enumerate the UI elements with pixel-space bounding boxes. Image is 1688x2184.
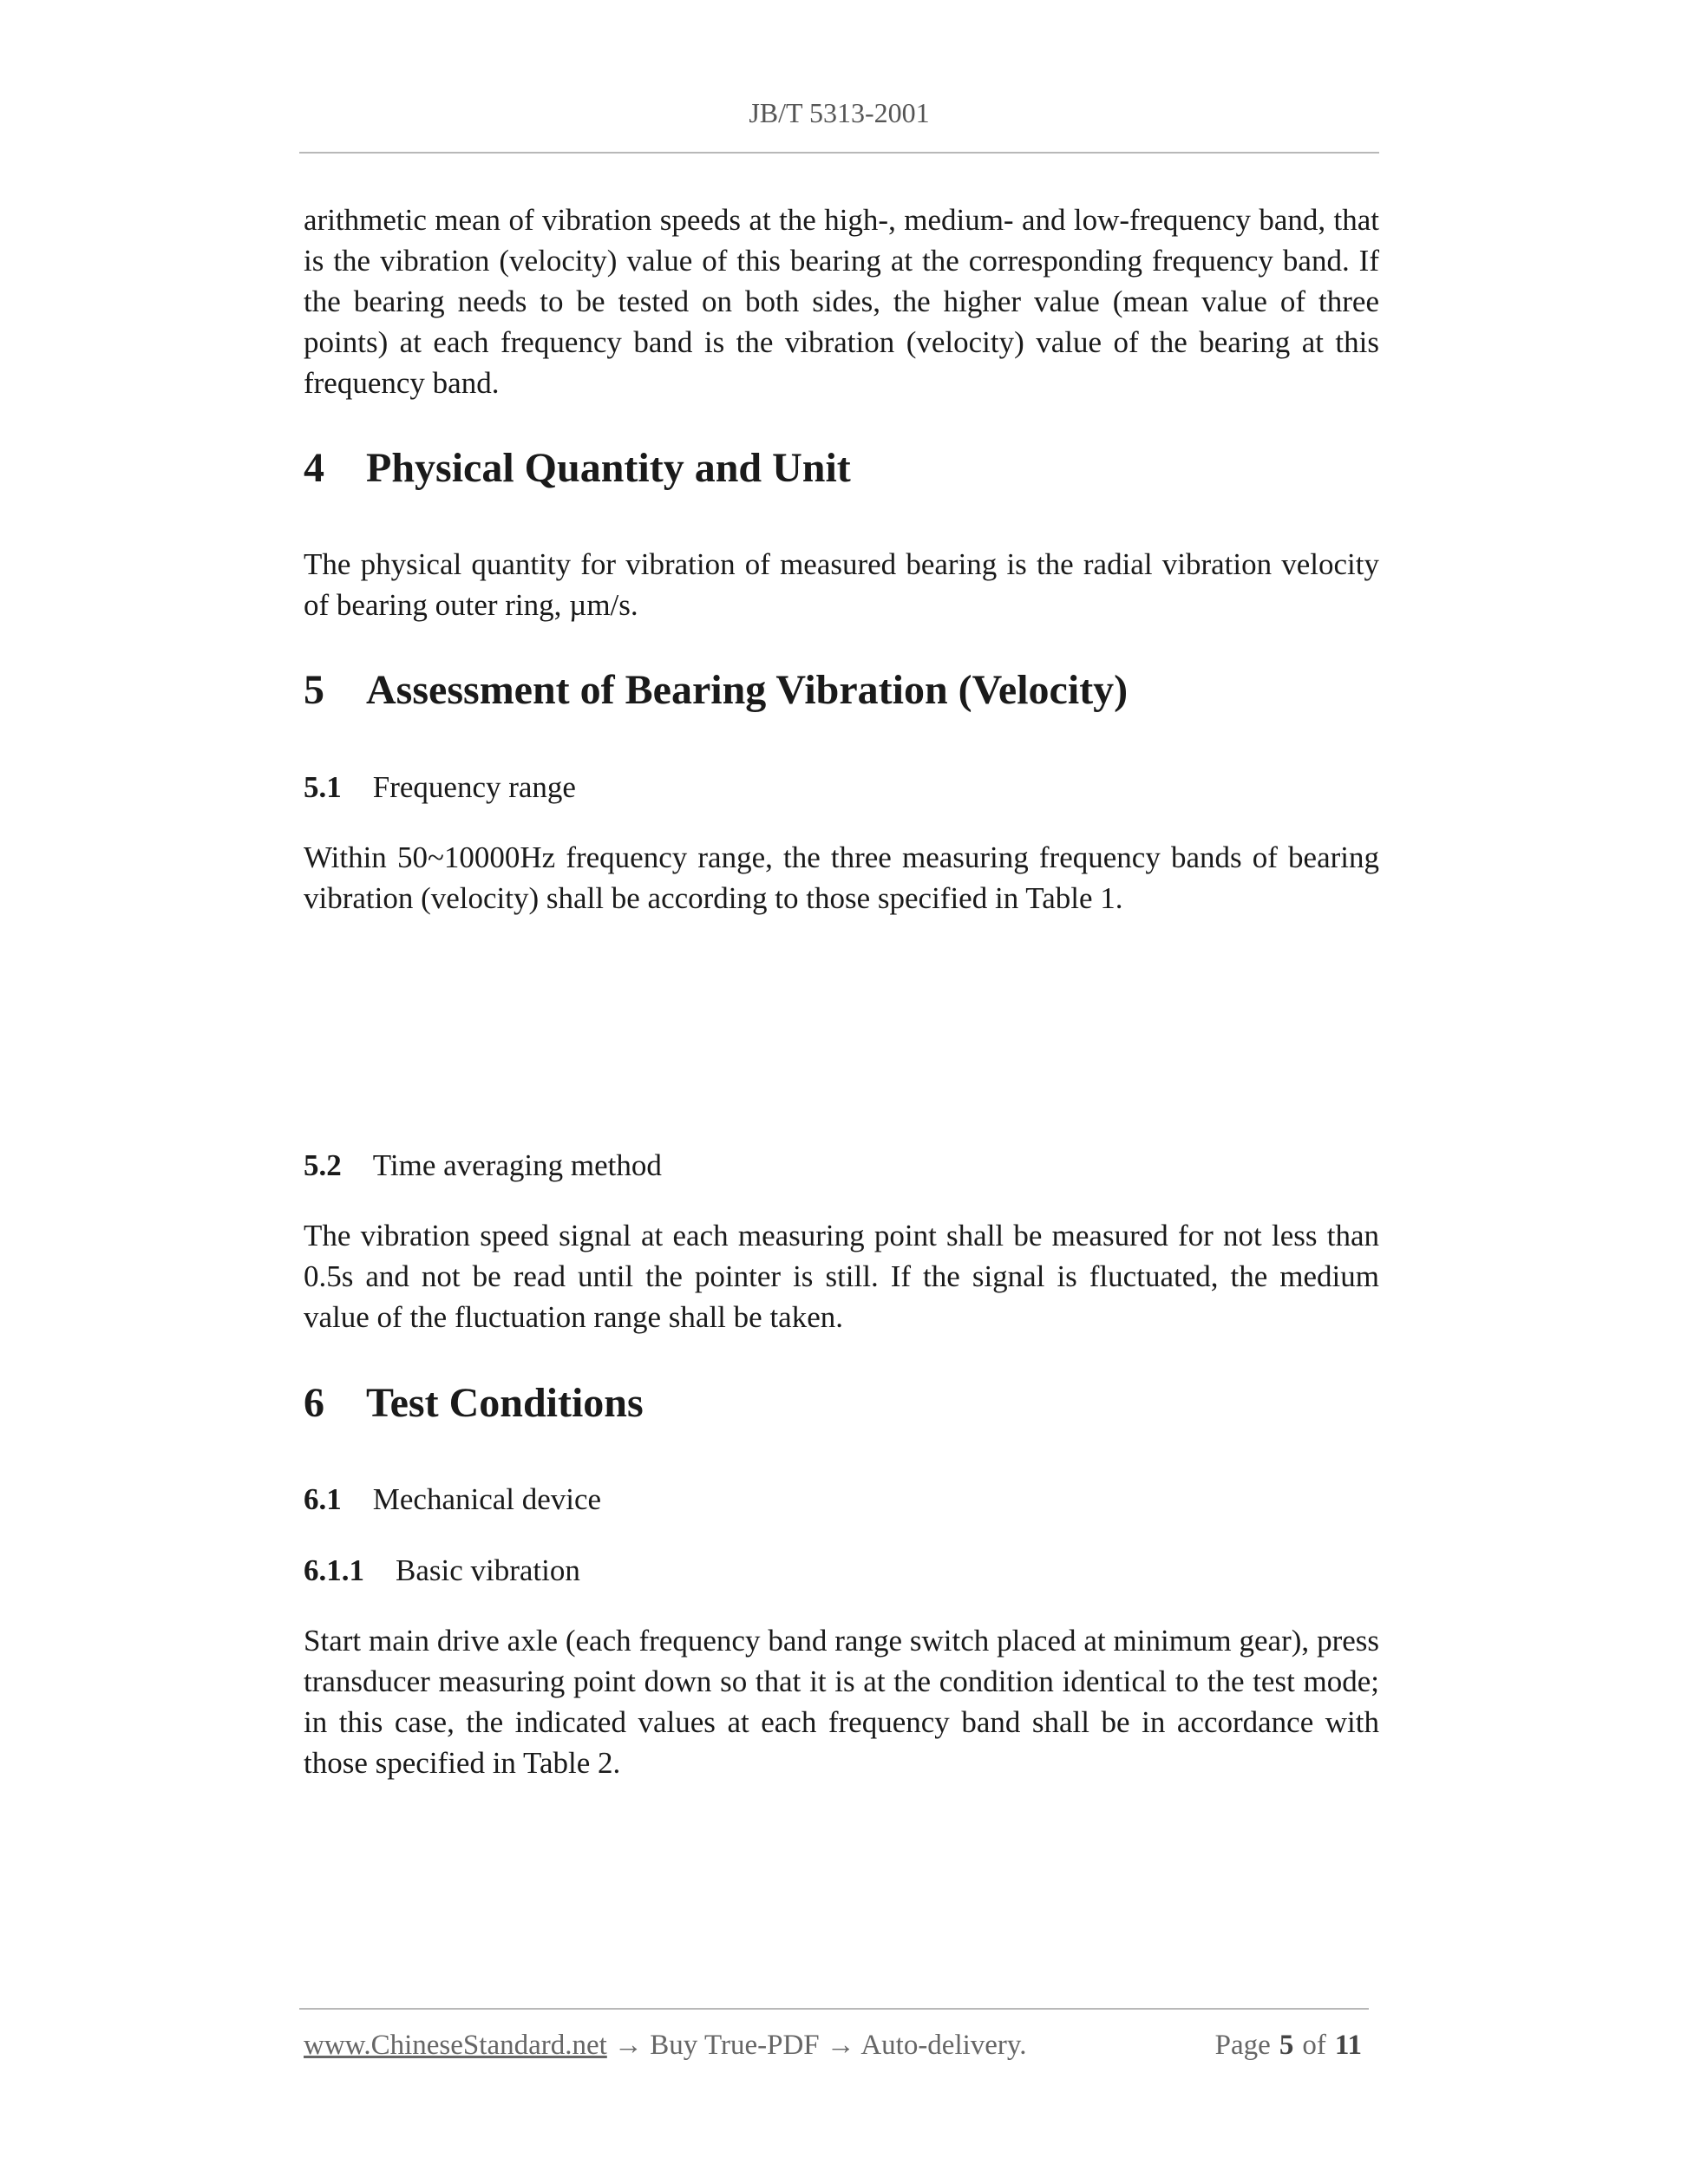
section-4-paragraph: The physical quantity for vibration of measured bearing is the radial vibration velocity of bearing outer ring, µm/s. bbox=[304, 547, 1379, 622]
section-5-heading bbox=[304, 664, 1128, 716]
website-link[interactable]: www.ChineseStandard.net bbox=[304, 2030, 607, 2061]
page-of-label: of bbox=[1302, 2030, 1326, 2061]
section-5-1-paragraph: Within 50~10000Hz frequency range, the three measuring frequency bands of bearing vibration (velocity) shall be according to those specified in Table 1. bbox=[304, 840, 1379, 915]
section-5-1-number: 5.1 bbox=[304, 770, 342, 804]
section-6-number: 6 bbox=[304, 1380, 324, 1426]
document-header-id: JB/T 5313-2001 bbox=[749, 97, 930, 128]
section-6-1-1-title: Basic vibration bbox=[396, 1553, 580, 1587]
section-6-1-heading bbox=[304, 1479, 601, 1520]
section-5-2-paragraph: The vibration speed signal at each measuring point shall be measured for not less than 0.5s and not be read until the pointer is still. If the signal is fluctuated, the medium value of the fluctuation range shall be taken. bbox=[304, 1219, 1379, 1334]
header-divider bbox=[299, 152, 1379, 154]
page-label: Page bbox=[1214, 2030, 1271, 2061]
section-6-1-title: Mechanical device bbox=[372, 1482, 602, 1516]
section-4-title: Physical Quantity and Unit bbox=[366, 445, 851, 491]
section-6-heading bbox=[304, 1377, 644, 1429]
section-6-1-1-number: 6.1.1 bbox=[304, 1553, 364, 1587]
section-6-1-number: 6.1 bbox=[304, 1482, 342, 1516]
page-current: 5 bbox=[1279, 2030, 1294, 2061]
section-5-2-number: 5.2 bbox=[304, 1148, 342, 1182]
page-total: 11 bbox=[1334, 2030, 1362, 2061]
auto-delivery-text: Auto-delivery. bbox=[860, 2030, 1027, 2061]
arrow-right-icon: → bbox=[826, 2030, 855, 2061]
buy-pdf-text: Buy True-PDF bbox=[650, 2030, 820, 2061]
section-5-2-heading bbox=[304, 1145, 662, 1186]
section-6-1-1-heading bbox=[304, 1550, 580, 1591]
section-4-heading bbox=[304, 442, 851, 494]
section-6-title: Test Conditions bbox=[366, 1380, 644, 1426]
section-5-title: Assessment of Bearing Vibration (Velocity) bbox=[366, 667, 1129, 713]
continuation-paragraph: arithmetic mean of vibration speeds at the high-, medium- and low-frequency band, that is the vibration (velocity) value of this bearing at the corresponding frequency band. If the bearing needs to be tested on both sides, the higher value (mean value of three points) at each frequency band is the vibration (velocity) value of the bearing at this frequency band. bbox=[304, 203, 1379, 400]
footer-divider bbox=[299, 2008, 1369, 2010]
section-5-1-title: Frequency range bbox=[372, 770, 576, 804]
arrow-right-icon: → bbox=[614, 2030, 644, 2061]
footer-promo bbox=[304, 2030, 1027, 2062]
section-5-2-title: Time averaging method bbox=[372, 1148, 662, 1182]
section-6-1-1-paragraph: Start main drive axle (each frequency band range switch placed at minimum gear), press transducer measuring point down so that it is at the condition identical to the test mode; in this case, the indicated values at each frequency band shall be in accordance with those specified in Table 2. bbox=[304, 1624, 1379, 1780]
page-indicator bbox=[1215, 2030, 1362, 2062]
section-4-number: 4 bbox=[304, 445, 324, 491]
section-5-number: 5 bbox=[304, 667, 324, 713]
section-5-1-heading bbox=[304, 767, 576, 808]
